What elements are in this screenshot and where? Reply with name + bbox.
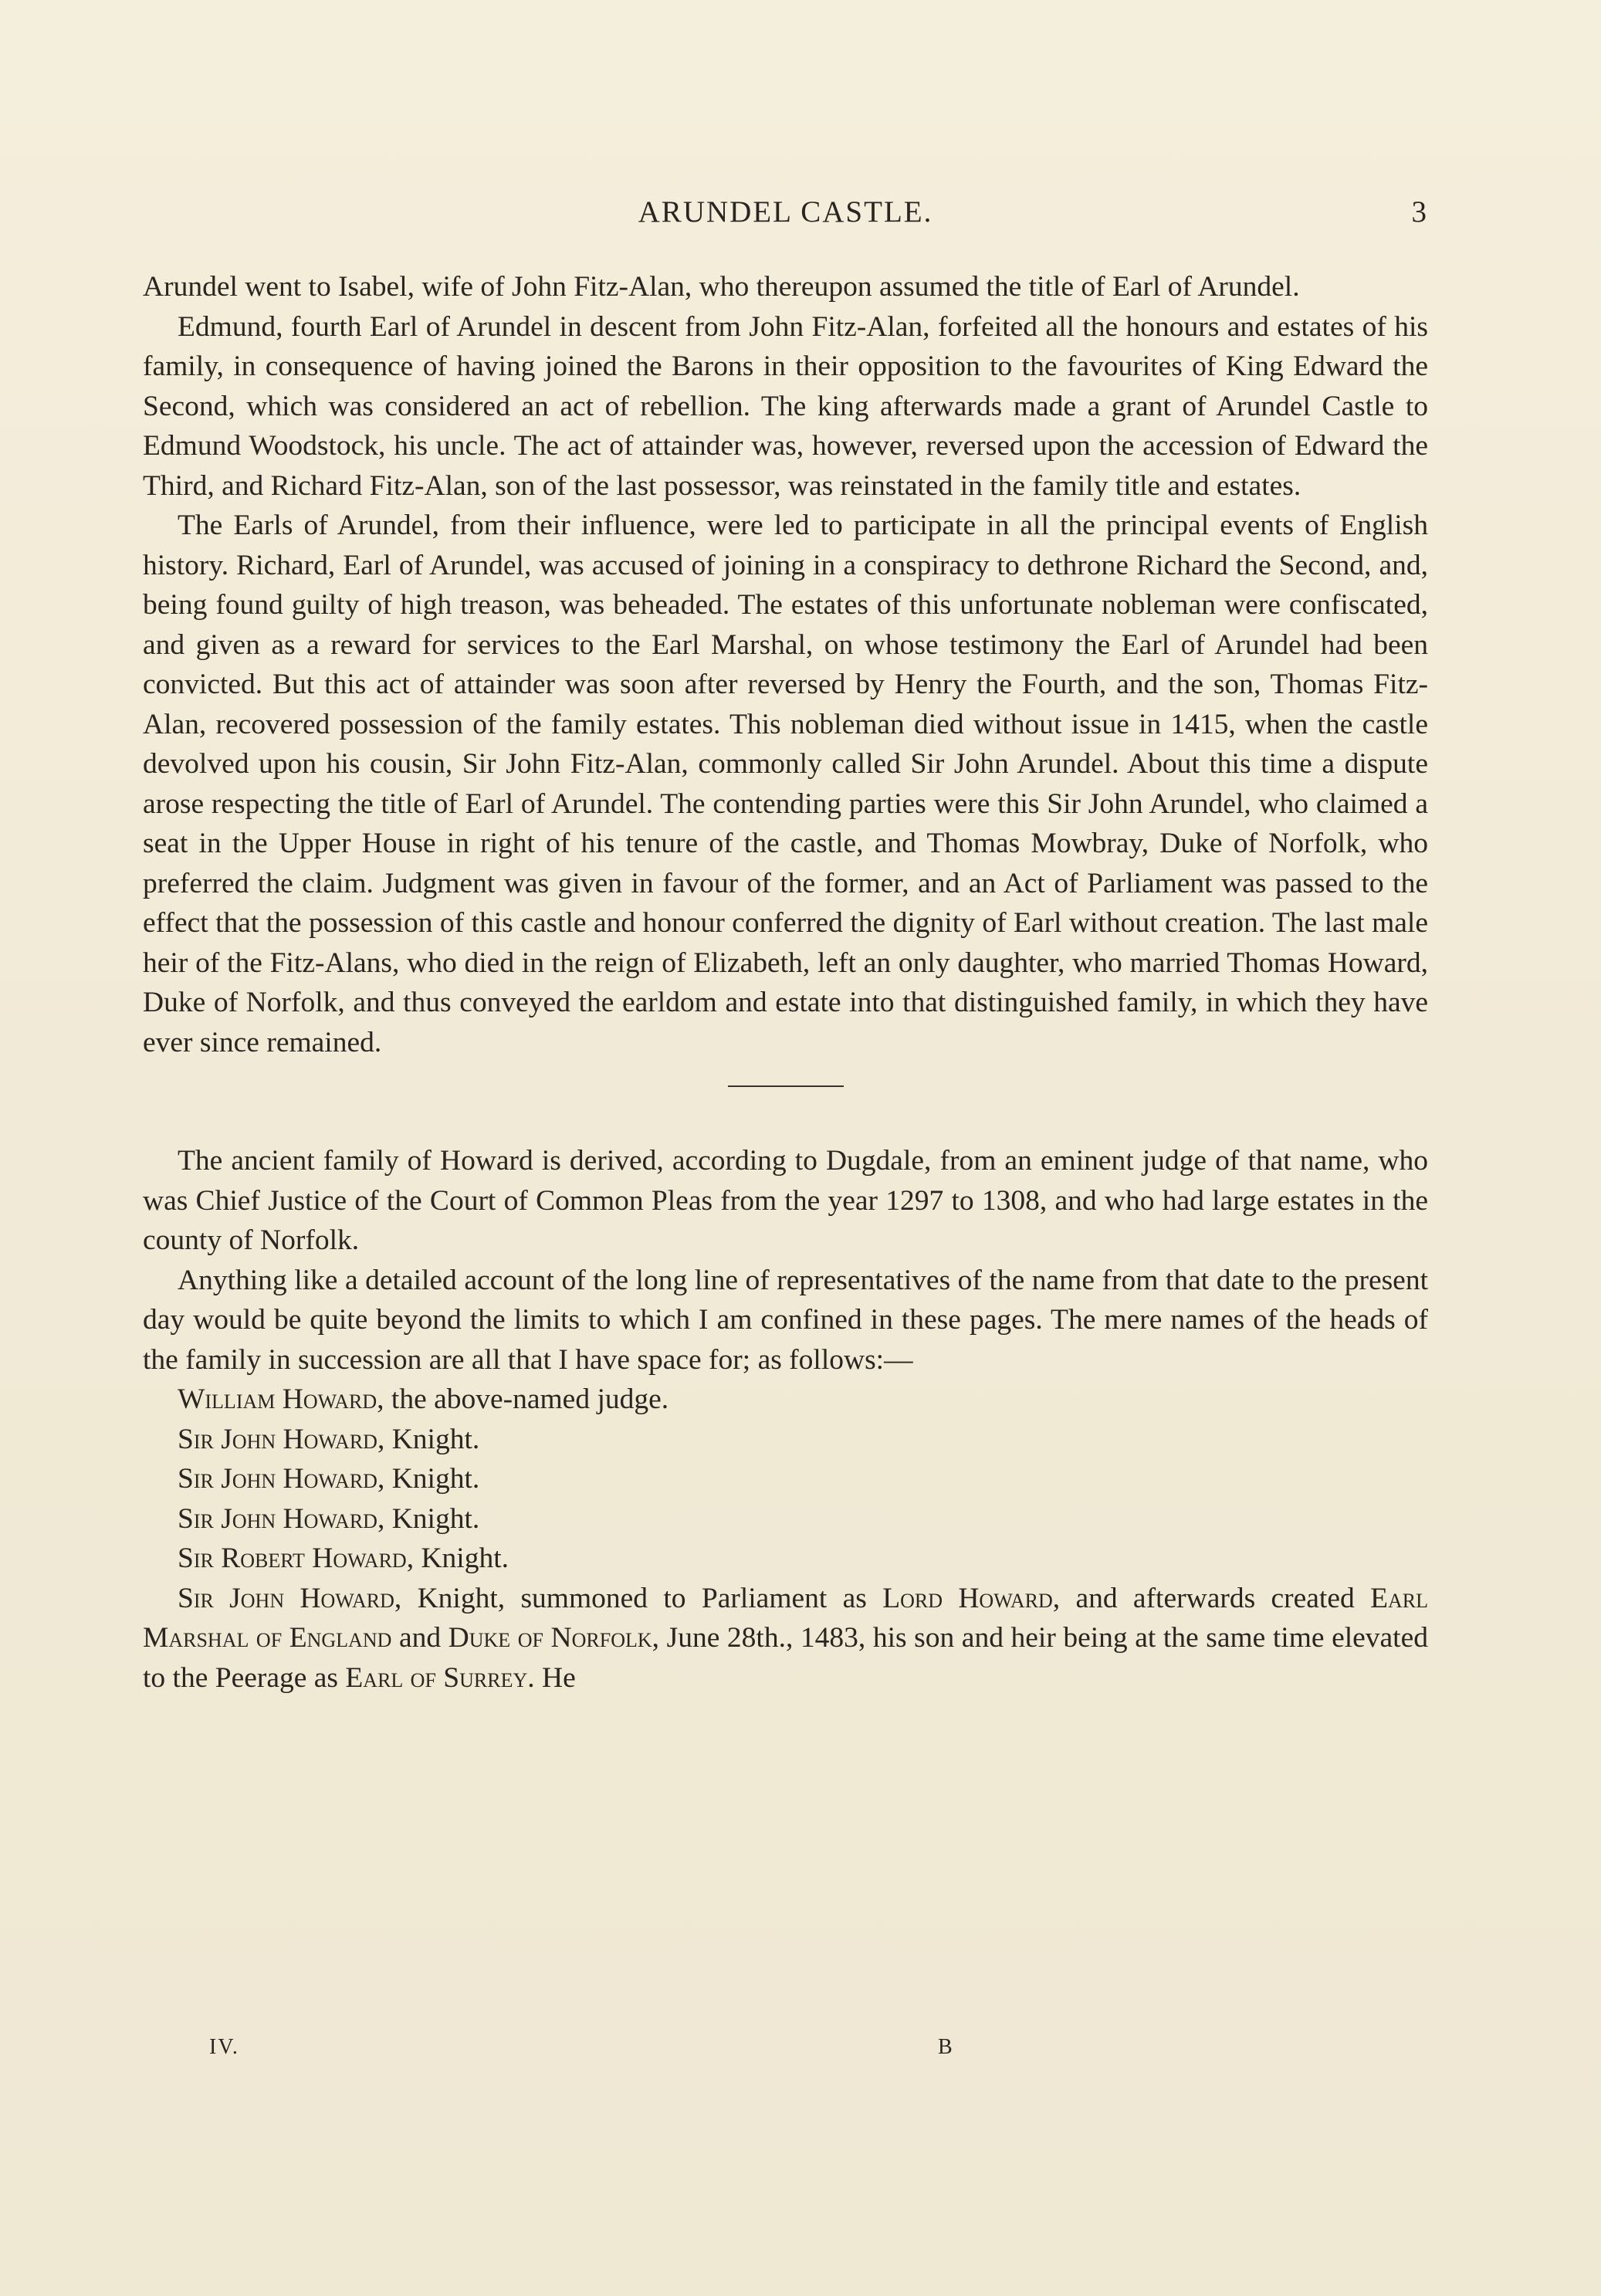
quire-signature: B	[938, 2035, 954, 2059]
title-duke-norfolk: Duke of Norfolk	[448, 1622, 652, 1654]
body-text	[143, 267, 1428, 1698]
lineage-desc: , Knight.	[377, 1502, 480, 1535]
paragraph-continued: Arundel went to Isabel, wife of John Fitz-Alan, who thereupon assumed the title of Earl of Arundel.	[143, 271, 1300, 303]
lineage-name: Sir John Howard	[178, 1502, 377, 1535]
page-title: ARUNDEL CASTLE.	[638, 195, 933, 229]
page-number: 3	[1411, 195, 1428, 229]
lineage-desc: , Knight.	[377, 1423, 480, 1455]
lineage-desc: , Knight.	[406, 1543, 509, 1574]
entry-text: , June 28th., 1483, his son and heir being at the same time elevated to the Peerage as	[143, 1622, 1428, 1694]
paragraph-earls: The Earls of Arundel, from their influence, were led to participate in all the principal events of English history. Richard, Earl of Arundel, was accused of joining in a conspiracy to dethrone Richard the Second, and, being found guilty of high treason, was beheaded. The estates of this unfortunate nobleman were confiscated, and given as a reward for services to the Earl Marshal, on whose testimony the Earl of Arundel had been convicted. But this act of attainder was soon after reversed by Henry the Fourth, and the son, Thomas Fitz-Alan, recovered possession of the family estates. This nobleman died without issue in 1415, when the castle devolved upon his cousin, Sir John Fitz-Alan, commonly called Sir John Arundel. About this time a dispute arose respecting the title of Earl of Arundel. The contending parties were this Sir John Arundel, who claimed a seat in the Upper House in right of his tenure of the castle, and Thomas Mowbray, Duke of Norfolk, who preferred the claim. Judgment was given in favour of the former, and an Act of Parliament was passed to the effect that the possession of this castle and honour conferred the dignity of Earl without creation. The last male heir of the Fitz-Alans, who died in the reign of Elizabeth, left an only daughter, who married Thomas Howard, Duke of Norfolk, and thus conveyed the earldom and estate into that distinguished family, in which they have ever since remained.	[143, 510, 1428, 1058]
lineage-entry	[143, 1459, 1428, 1499]
paragraph-edmund: Edmund, fourth Earl of Arundel in descent from John Fitz-Alan, forfeited all the honours and estates of his family, in consequence of having joined the Barons in their opposition to the favourites of King Edward the Second, which was considered an act of rebellion. The king afterwards made a grant of Arundel Castle to Edmund Woodstock, his uncle. The act of attainder was, however, reversed upon the accession of Edward the Third, and Richard Fitz-Alan, son of the last possessor, was reinstated in the family title and estates.	[143, 310, 1428, 502]
lineage-entry	[143, 1499, 1428, 1539]
section-divider	[728, 1085, 844, 1087]
lineage-name: Sir John Howard	[178, 1463, 377, 1495]
title-lord-howard: Lord Howard	[882, 1582, 1053, 1614]
lineage-entry	[143, 1380, 1428, 1420]
lineage-desc: , the above-named judge.	[377, 1383, 669, 1415]
lineage-desc: , Knight.	[377, 1463, 480, 1495]
entry-text: , Knight, summoned to Parliament as	[394, 1582, 883, 1614]
lineage-name: Sir John Howard	[178, 1582, 394, 1614]
page-footer	[143, 2035, 1428, 2066]
lineage-entry-duke	[143, 1579, 1428, 1698]
volume-signature: IV.	[209, 2035, 239, 2059]
entry-text: , and afterwards created	[1052, 1582, 1371, 1614]
paragraph-howard-family: The ancient family of Howard is derived, according to Dugdale, from an eminent judge of that name, who was Chief Justice of the Court of Common Pleas from the year 1297 to 1308, and who had large estates in the county of Norfolk.	[143, 1145, 1428, 1256]
title-earl-marshal: Earl Marshal of England	[143, 1582, 1428, 1654]
entry-text: and	[391, 1622, 448, 1654]
lineage-name: Sir Robert Howard	[178, 1543, 407, 1574]
lineage-name: William Howard	[178, 1383, 377, 1415]
title-earl-surrey: Earl of Surrey	[345, 1661, 528, 1694]
lineage-entry	[143, 1539, 1428, 1579]
lineage-name: Sir John Howard	[178, 1423, 377, 1455]
entry-text: . He	[527, 1661, 576, 1694]
paragraph-lineage-intro: Anything like a detailed account of the long line of representatives of the name from that date to the present day would be quite beyond the limits to which I am confined in these pages. The mere names of the heads of the family in succession are all that I have space for; as follows:—	[143, 1264, 1428, 1376]
lineage-entry	[143, 1420, 1428, 1460]
running-head	[143, 195, 1428, 233]
